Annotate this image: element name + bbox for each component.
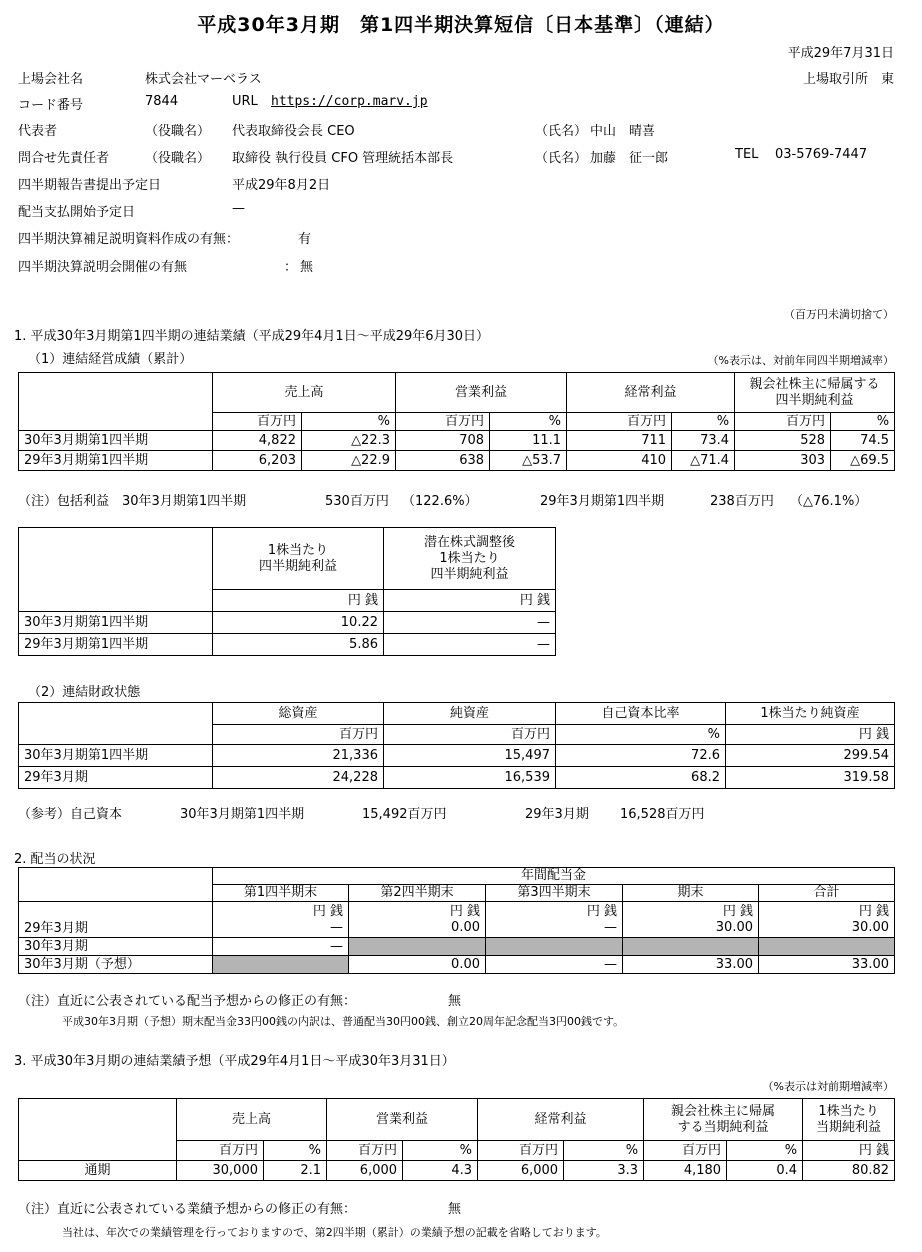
- header-sales: 売上高: [213, 373, 396, 413]
- value-cell: △22.3: [302, 431, 396, 451]
- forecast-corner: [19, 1099, 177, 1161]
- section3-pct-note: （%表示は対前期増減率）: [762, 1080, 894, 1093]
- unit-cell: 円 銭: [384, 590, 556, 612]
- header-ordinary-profit: 経常利益: [478, 1099, 644, 1141]
- comprehensive-note-value2: 238百万円: [710, 494, 774, 509]
- table-row: [19, 956, 895, 974]
- section1-pct-note: （%表示は、対前年同四半期増減率）: [707, 354, 894, 367]
- unit-cell: 百万円: [384, 725, 556, 745]
- unit-cell: %: [490, 413, 567, 431]
- report-date-label: 四半期報告書提出予定日: [18, 178, 162, 193]
- value-text: 30.00: [715, 919, 753, 935]
- rep-title: 代表取締役会長 CEO: [232, 124, 355, 139]
- value-cell: 4,180: [644, 1161, 727, 1181]
- value-cell: 6,000: [327, 1161, 403, 1181]
- unit-cell: %: [556, 725, 726, 745]
- value-text: 0.00: [451, 919, 480, 935]
- row-label: 29年3月期: [19, 767, 213, 789]
- value-cell: 3.3: [564, 1161, 644, 1181]
- unit-cell: %: [403, 1141, 478, 1161]
- shaded-cell: [759, 938, 895, 956]
- header-net-assets: 純資産: [384, 703, 556, 725]
- value-cell: 2.1: [264, 1161, 327, 1181]
- equity-note-value2: 16,528百万円: [620, 807, 705, 822]
- table-row: [19, 431, 895, 451]
- value-cell: 0.4: [727, 1161, 803, 1181]
- unit-cell: 円 銭: [449, 903, 480, 919]
- row-label: 29年3月期第1四半期: [19, 634, 213, 656]
- value-cell: 30,000: [177, 1161, 264, 1181]
- table-row: [19, 451, 895, 471]
- comprehensive-note-pct1: （122.6%）: [402, 494, 478, 509]
- section1-sub2: （2）連結財政状態: [28, 685, 141, 700]
- page-title: 平成30年3月期 第1四半期決算短信〔日本基準〕（連結）: [197, 14, 725, 36]
- position-corner: [19, 703, 213, 745]
- table-row: [19, 902, 895, 938]
- value-cell: [349, 902, 486, 938]
- unit-cell: %: [302, 413, 396, 431]
- comprehensive-note-period2: 29年3月期第1四半期: [540, 494, 665, 509]
- unit-cell: 円 銭: [213, 590, 384, 612]
- value-cell: 21,336: [213, 745, 384, 767]
- table-row: [19, 767, 895, 789]
- value-cell: 303: [735, 451, 831, 471]
- unit-cell: 円 銭: [586, 903, 617, 919]
- listing-exchange: 上場取引所 東: [802, 72, 894, 87]
- value-cell: 15,497: [384, 745, 556, 767]
- dividend-breakdown-note: 平成30年3月期（予想）期末配当金33円00銭の内訳は、普通配当30円00銭、創立20周年記念配当3円00銭です。: [62, 1015, 625, 1028]
- briefing-colon: ：: [284, 260, 298, 275]
- header-ordinary-profit: 経常利益: [567, 373, 735, 413]
- value-cell: 711: [567, 431, 672, 451]
- header-q3-end: 第3四半期末: [486, 885, 623, 902]
- value-cell: △22.9: [302, 451, 396, 471]
- per-share-corner: [19, 528, 213, 612]
- value-cell: 410: [567, 451, 672, 471]
- row-label: 30年3月期: [19, 938, 213, 956]
- section1-sub1: （1）連結経営成績（累計）: [28, 352, 193, 367]
- contact-title: 取締役 執行役員 CFO 管理統括本部長: [232, 151, 454, 166]
- header-eps: [803, 1099, 895, 1141]
- rep-title-label: （役職名）: [145, 124, 211, 139]
- table-row: [19, 745, 895, 767]
- value-cell: 5.86: [213, 634, 384, 656]
- value-text: 30.00: [851, 919, 889, 935]
- header-eps-line2: 四半期純利益: [258, 558, 337, 574]
- supplement-value: 有: [298, 232, 312, 247]
- value-cell: 4.3: [403, 1161, 478, 1181]
- comprehensive-note-value1: 530百万円: [325, 494, 389, 509]
- comprehensive-note-pct2: （△76.1%）: [790, 494, 868, 509]
- header-bps: 1株当たり純資産: [726, 703, 895, 725]
- row-label: 通期: [19, 1161, 177, 1181]
- rep-name: 中山 晴喜: [590, 124, 656, 139]
- financial-position-table: [18, 702, 895, 789]
- report-submission-date: 平成29年8月2日: [232, 178, 331, 193]
- forecast-table: [18, 1098, 895, 1181]
- header-net-income: [735, 373, 895, 413]
- representative-label: 代表者: [18, 124, 58, 139]
- row-label: 30年3月期第1四半期: [19, 745, 213, 767]
- value-cell: [623, 902, 759, 938]
- header-total: 合計: [759, 885, 895, 902]
- table-row: [19, 634, 556, 656]
- unit-cell: 百万円: [327, 1141, 403, 1161]
- header-diluted-eps-line1: 潜在株式調整後: [423, 534, 515, 550]
- value-cell: 6,000: [478, 1161, 564, 1181]
- report-date: 平成29年7月31日: [787, 46, 894, 61]
- unit-cell: 円 銭: [858, 903, 889, 919]
- value-cell: —: [213, 938, 349, 956]
- value-cell: 80.82: [803, 1161, 895, 1181]
- value-cell: 72.6: [556, 745, 726, 767]
- dividends-corner: [19, 868, 213, 902]
- tel-label: TEL: [735, 147, 759, 162]
- value-cell: 6,203: [213, 451, 302, 471]
- section2-heading: 2. 配当の状況: [14, 852, 96, 867]
- header-q2-end: 第2四半期末: [349, 885, 486, 902]
- header-net-income: [644, 1099, 803, 1141]
- unit-cell: 百万円: [735, 413, 831, 431]
- shaded-cell: [349, 938, 486, 956]
- value-cell: 528: [735, 431, 831, 451]
- unit-cell: %: [727, 1141, 803, 1161]
- header-equity-ratio: 自己資本比率: [556, 703, 726, 725]
- unit-cell: 円 銭: [726, 725, 895, 745]
- header-net-income-line2: 四半期純利益: [775, 392, 854, 408]
- company-url-link[interactable]: https://corp.marv.jp: [271, 94, 428, 109]
- header-total-assets: 総資産: [213, 703, 384, 725]
- value-cell: 16,539: [384, 767, 556, 789]
- unit-cell: 百万円: [177, 1141, 264, 1161]
- equity-note-period2: 29年3月期: [525, 807, 589, 822]
- value-cell: 24,228: [213, 767, 384, 789]
- code-value: 7844: [145, 94, 179, 109]
- unit-cell: %: [672, 413, 735, 431]
- dividend-start-label: 配当支払開始予定日: [18, 205, 136, 220]
- dividend-start-value: —: [232, 201, 245, 216]
- value-cell: △69.5: [831, 451, 895, 471]
- per-share-table: [18, 527, 556, 656]
- header-eps-line1: 1株当たり: [267, 542, 329, 558]
- table-row: [19, 938, 895, 956]
- code-label: コード番号: [18, 98, 84, 113]
- row-label: 30年3月期第1四半期: [19, 431, 213, 451]
- shaded-cell: [486, 938, 623, 956]
- header-sales: 売上高: [177, 1099, 327, 1141]
- header-year-end: 期末: [623, 885, 759, 902]
- unit-cell: 百万円: [567, 413, 672, 431]
- unit-cell: 百万円: [478, 1141, 564, 1161]
- header-eps-line1: 1株当たり: [818, 1103, 879, 1119]
- url-label: URL: [232, 94, 258, 109]
- value-cell: —: [486, 956, 623, 974]
- unit-cell: 百万円: [396, 413, 490, 431]
- value-cell: 73.4: [672, 431, 735, 451]
- unit-cell: %: [831, 413, 895, 431]
- value-cell: 11.1: [490, 431, 567, 451]
- section3-heading: 3. 平成30年3月期の連結業績予想（平成29年4月1日～平成30年3月31日）: [14, 1054, 455, 1069]
- unit-cell: 円 銭: [722, 903, 753, 919]
- unit-cell: 百万円: [213, 725, 384, 745]
- header-eps-line2: 当期純利益: [816, 1119, 882, 1135]
- unit-cell: %: [564, 1141, 644, 1161]
- header-net-income-line2: する当期純利益: [677, 1119, 769, 1135]
- value-cell: △53.7: [490, 451, 567, 471]
- shaded-cell: [213, 956, 349, 974]
- unit-cell: %: [264, 1141, 327, 1161]
- contact-name-label: （氏名）: [535, 151, 588, 166]
- dividend-revision-value: 無: [448, 994, 462, 1009]
- unit-cell: 円 銭: [803, 1141, 895, 1161]
- value-cell: 10.22: [213, 612, 384, 634]
- forecast-revision-value: 無: [448, 1202, 462, 1217]
- header-diluted-eps-line3: 四半期純利益: [430, 566, 509, 582]
- value-text: —: [604, 919, 617, 935]
- value-cell: [759, 902, 895, 938]
- table-row: [19, 612, 556, 634]
- row-label: 29年3月期第1四半期: [19, 451, 213, 471]
- row-label: 30年3月期（予想）: [19, 956, 213, 974]
- equity-note-period1: 30年3月期第1四半期: [180, 807, 305, 822]
- dividends-table: [18, 867, 895, 974]
- unit-cell: 円 銭: [312, 903, 343, 919]
- results-table: [18, 372, 895, 471]
- value-cell: 319.58: [726, 767, 895, 789]
- value-cell: 33.00: [759, 956, 895, 974]
- results-corner: [19, 373, 213, 431]
- value-cell: [486, 902, 623, 938]
- unit-cell: 百万円: [213, 413, 302, 431]
- header-q1-end: 第1四半期末: [213, 885, 349, 902]
- value-cell: △71.4: [672, 451, 735, 471]
- value-cell: [213, 902, 349, 938]
- tel-value: 03-5769-7447: [775, 147, 868, 162]
- value-cell: 68.2: [556, 767, 726, 789]
- unit-cell: 百万円: [644, 1141, 727, 1161]
- comprehensive-note-label: （注）包括利益 30年3月期第1四半期: [18, 494, 247, 509]
- row-label: 29年3月期: [19, 902, 213, 938]
- header-net-income-line1: 親会社株主に帰属: [671, 1103, 776, 1119]
- contact-name: 加藤 征一郎: [590, 151, 669, 166]
- header-diluted-eps-line2: 1株当たり: [439, 550, 500, 566]
- equity-note-label: （参考）自己資本: [18, 807, 123, 822]
- value-cell: 74.5: [831, 431, 895, 451]
- equity-note-value1: 15,492百万円: [362, 807, 447, 822]
- value-cell: 33.00: [623, 956, 759, 974]
- header-operating-profit: 営業利益: [327, 1099, 478, 1141]
- company-name: 株式会社マーベラス: [145, 72, 262, 87]
- value-cell: 4,822: [213, 431, 302, 451]
- forecast-revision-note: （注）直近に公表されている業績予想からの修正の有無：: [18, 1202, 357, 1217]
- header-eps: [213, 528, 384, 590]
- header-operating-profit: 営業利益: [396, 373, 567, 413]
- supplement-label: 四半期決算補足説明資料作成の有無：: [18, 232, 240, 247]
- unit-note: （百万円未満切捨て）: [784, 308, 894, 321]
- header-annual-dividend: 年間配当金: [213, 868, 895, 885]
- header-diluted-eps: [384, 528, 556, 590]
- value-cell: 708: [396, 431, 490, 451]
- value-cell: 638: [396, 451, 490, 471]
- value-cell: 299.54: [726, 745, 895, 767]
- value-cell: —: [384, 612, 556, 634]
- value-cell: 0.00: [349, 956, 486, 974]
- shaded-cell: [623, 938, 759, 956]
- table-row: [19, 1161, 895, 1181]
- contact-label: 問合せ先責任者: [18, 151, 110, 166]
- contact-title-label: （役職名）: [145, 151, 211, 166]
- value-cell: —: [384, 634, 556, 656]
- section1-heading: 1. 平成30年3月期第1四半期の連結業績（平成29年4月1日～平成29年6月30日）: [14, 329, 490, 344]
- briefing-label: 四半期決算説明会開催の有無: [18, 260, 188, 275]
- header-net-income-line1: 親会社株主に帰属する: [749, 376, 880, 392]
- value-text: —: [330, 919, 343, 935]
- briefing-value: 無: [300, 260, 314, 275]
- rep-name-label: （氏名）: [535, 124, 588, 139]
- company-name-label: 上場会社名: [18, 72, 84, 87]
- row-label: 30年3月期第1四半期: [19, 612, 213, 634]
- dividend-revision-note: （注）直近に公表されている配当予想からの修正の有無：: [18, 994, 357, 1009]
- forecast-omission-note: 当社は、年次での業績管理を行っておりますので、第2四半期（累計）の業績予想の記載を省略しております。: [62, 1226, 607, 1239]
